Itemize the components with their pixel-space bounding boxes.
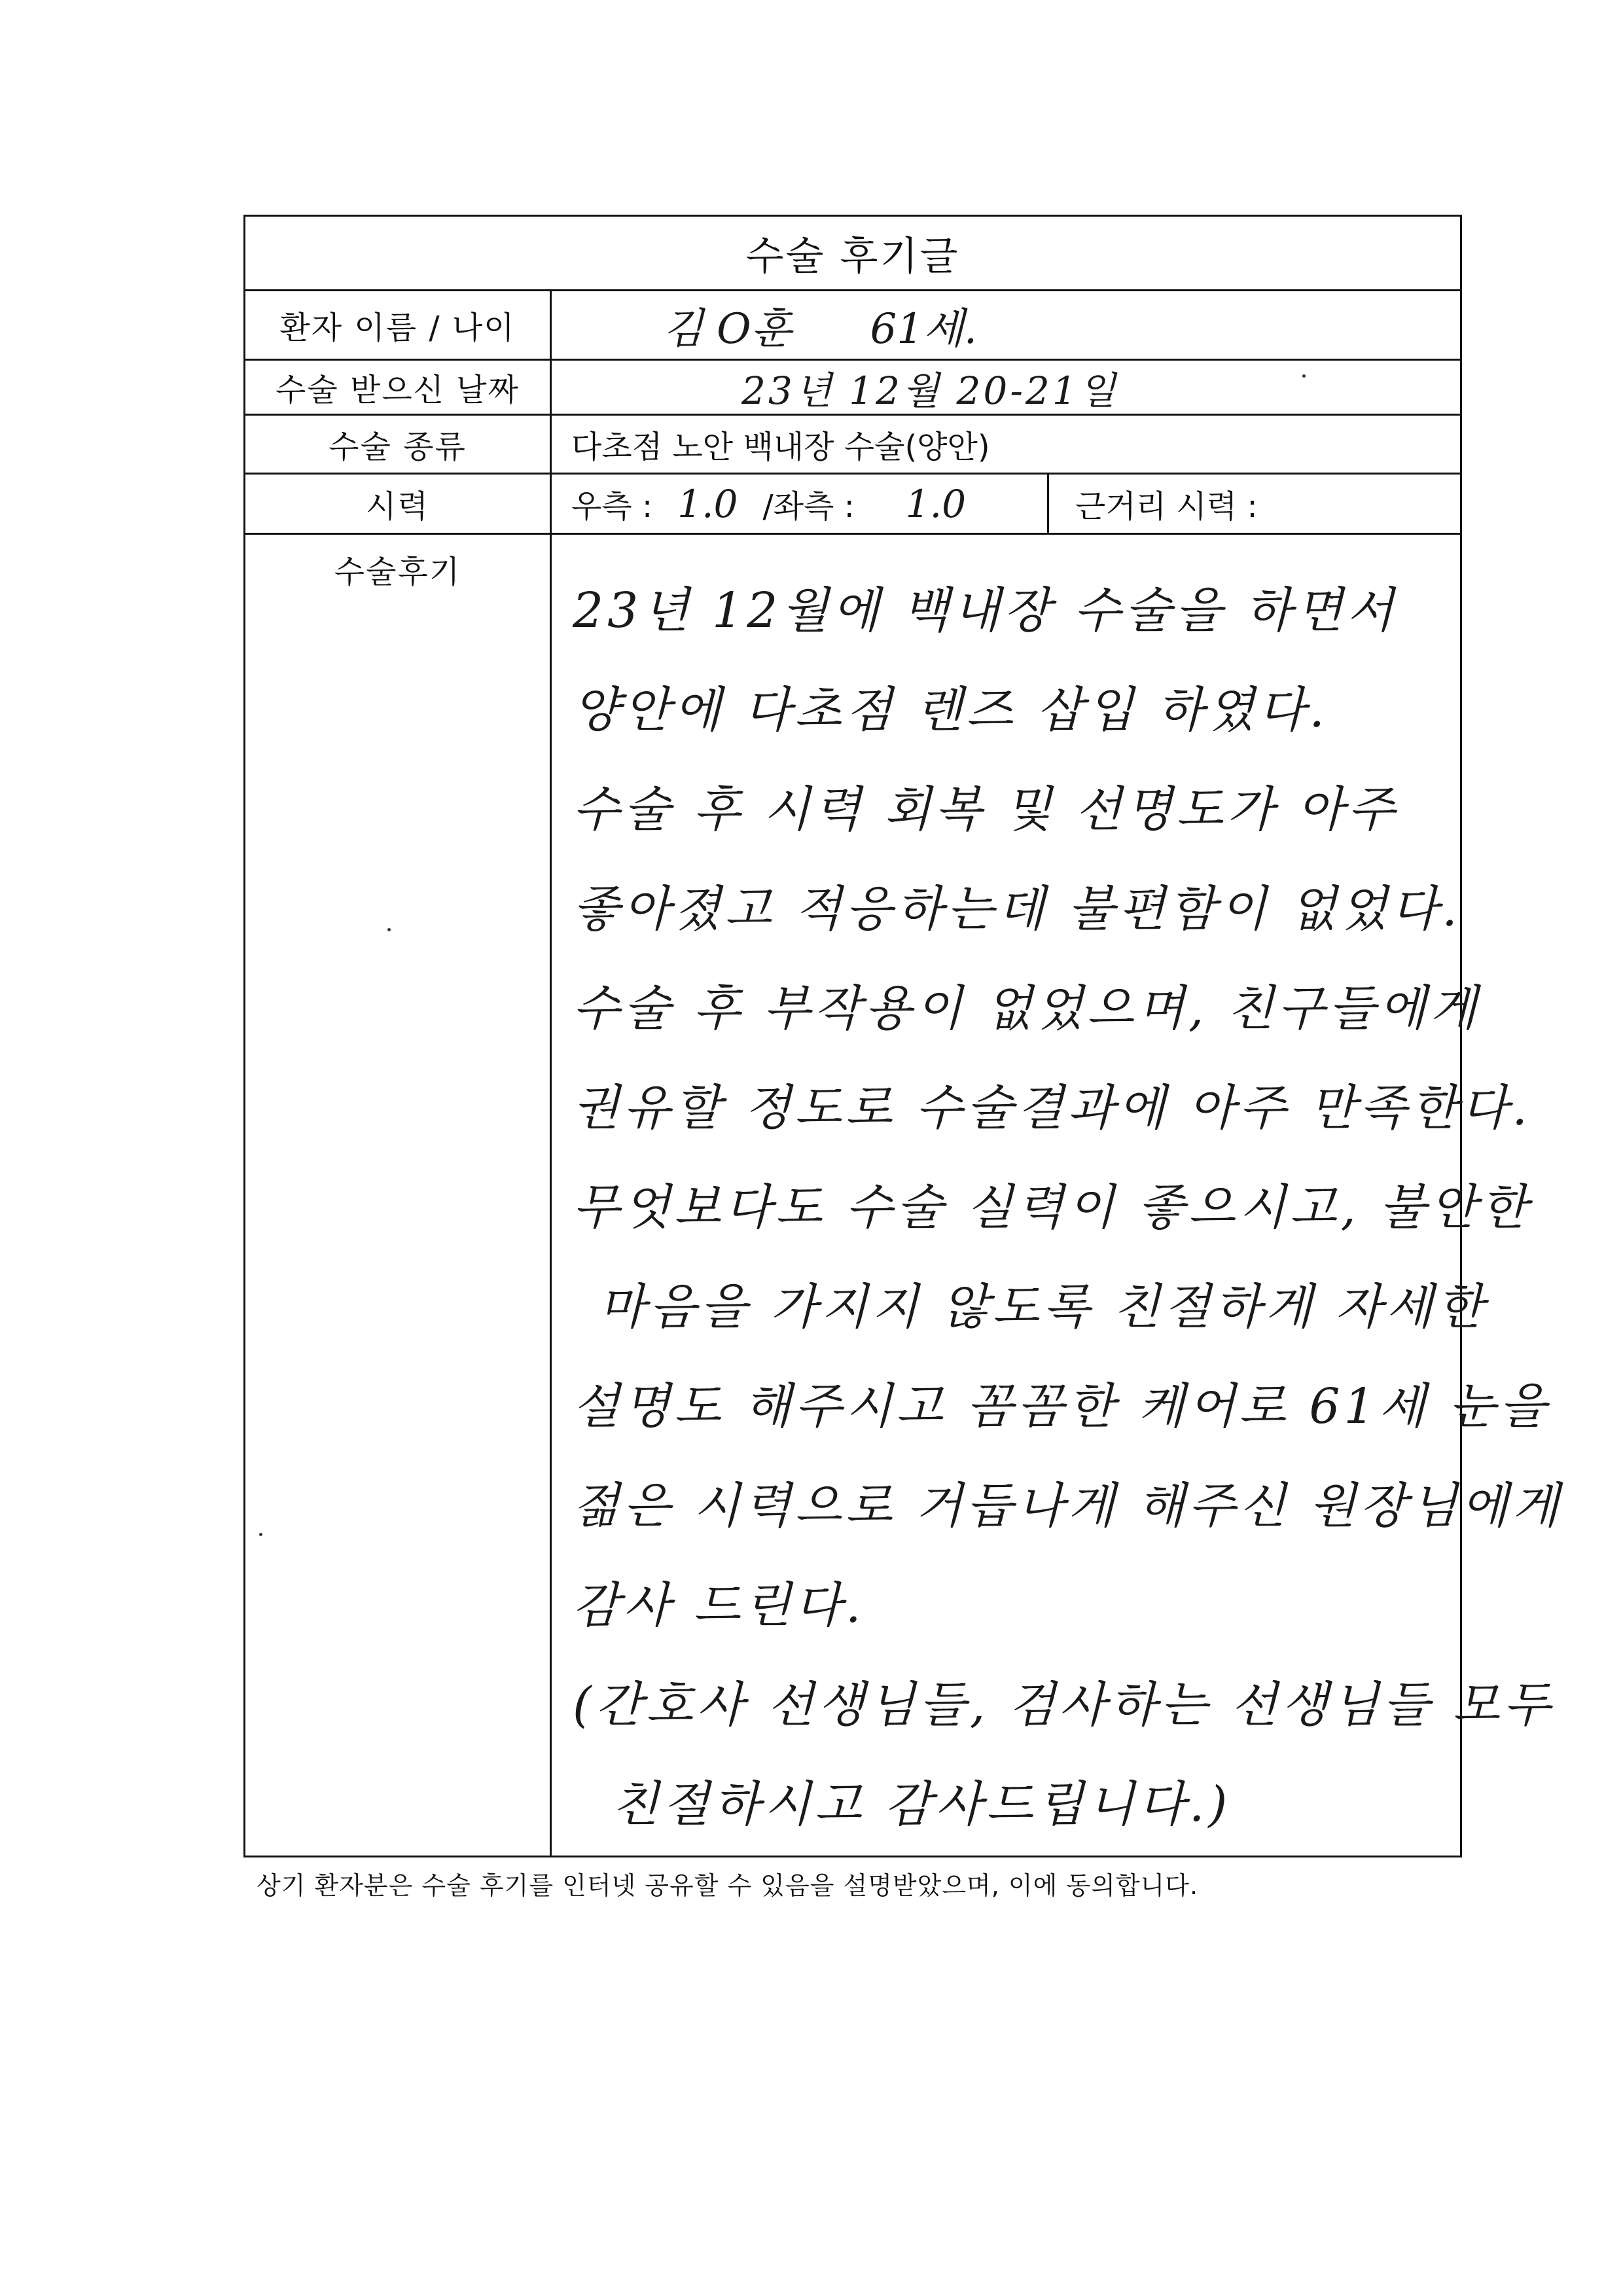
patient-age: 61세. — [870, 304, 978, 353]
vision-eyes — [552, 475, 1049, 533]
surgery-type-row — [245, 416, 1460, 475]
date-value: 23년 12월 20-21일 — [741, 368, 1118, 413]
review-label: 수술후기 — [245, 535, 552, 1856]
vision-right-value: 1.0 — [677, 481, 738, 526]
review-line: 23년 12월에 백내장 수술을 하면서 — [573, 583, 1398, 639]
scan-speck — [259, 1533, 262, 1536]
scan-speck — [1302, 374, 1306, 378]
review-line: 무엇보다도 수술 실력이 좋으시고, 불안한 — [573, 1179, 1531, 1236]
vision-label: 시력 — [245, 475, 552, 533]
vision-right-label: 우측 : — [571, 488, 653, 525]
date-label: 수술 받으신 날짜 — [245, 361, 552, 414]
vision-left-label: /좌측 : — [762, 488, 855, 525]
review-line: 양안에 다초점 렌즈 삽입 하였다. — [573, 682, 1329, 738]
form-title-text: 수술 후기글 — [745, 233, 960, 279]
review-line: 감사 드린다. — [573, 1577, 865, 1634]
near-vision — [1049, 475, 1460, 533]
surgery-type-label: 수술 종류 — [245, 416, 552, 473]
review-line: 젊은 시력으로 거듭나게 해주신 원장님에게 — [573, 1478, 1563, 1534]
review-row — [245, 535, 1563, 1856]
consent-note: 상기 환자분은 수술 후기를 인터넷 공유할 수 있음을 설명받았으며, 이에 동의합니다. — [257, 1871, 1199, 1900]
review-line: 권유할 정도로 수술결과에 아주 만족한다. — [573, 1080, 1531, 1136]
form-title — [245, 217, 1460, 291]
patient-value — [552, 291, 1460, 359]
review-form — [243, 215, 1563, 1857]
review-line: 좋아졌고 적응하는데 불편함이 없었다. — [573, 881, 1461, 937]
review-line: 수술 후 시력 회복 및 선명도가 아주 — [573, 781, 1399, 838]
near-vision-label: 근거리 시력 : — [1075, 488, 1258, 525]
vision-values — [552, 475, 1460, 533]
patient-label: 환자 이름 / 나이 — [245, 291, 552, 359]
date-row — [245, 361, 1460, 416]
review-line: (간호사 선생님들, 검사하는 선생님들 모두 — [573, 1677, 1554, 1733]
vision-left-value: 1.0 — [905, 481, 967, 526]
vision-row — [245, 475, 1460, 535]
patient-name: 김 O훈 — [663, 304, 792, 353]
review-line: 설명도 해주시고 꼼꼼한 케어로 61세 눈을 — [573, 1378, 1550, 1435]
review-line: 수술 후 부작용이 없었으며, 친구들에게 — [573, 980, 1481, 1037]
patient-row — [245, 291, 1460, 361]
review-line: 마음을 가지지 않도록 친절하게 자세한 — [599, 1279, 1488, 1335]
review-body — [573, 561, 1563, 1842]
surgery-type-value: 다초점 노안 백내장 수술(양안) — [571, 429, 990, 465]
review-line: 친절하시고 감사드립니다.) — [612, 1776, 1232, 1833]
scan-speck — [387, 928, 391, 931]
